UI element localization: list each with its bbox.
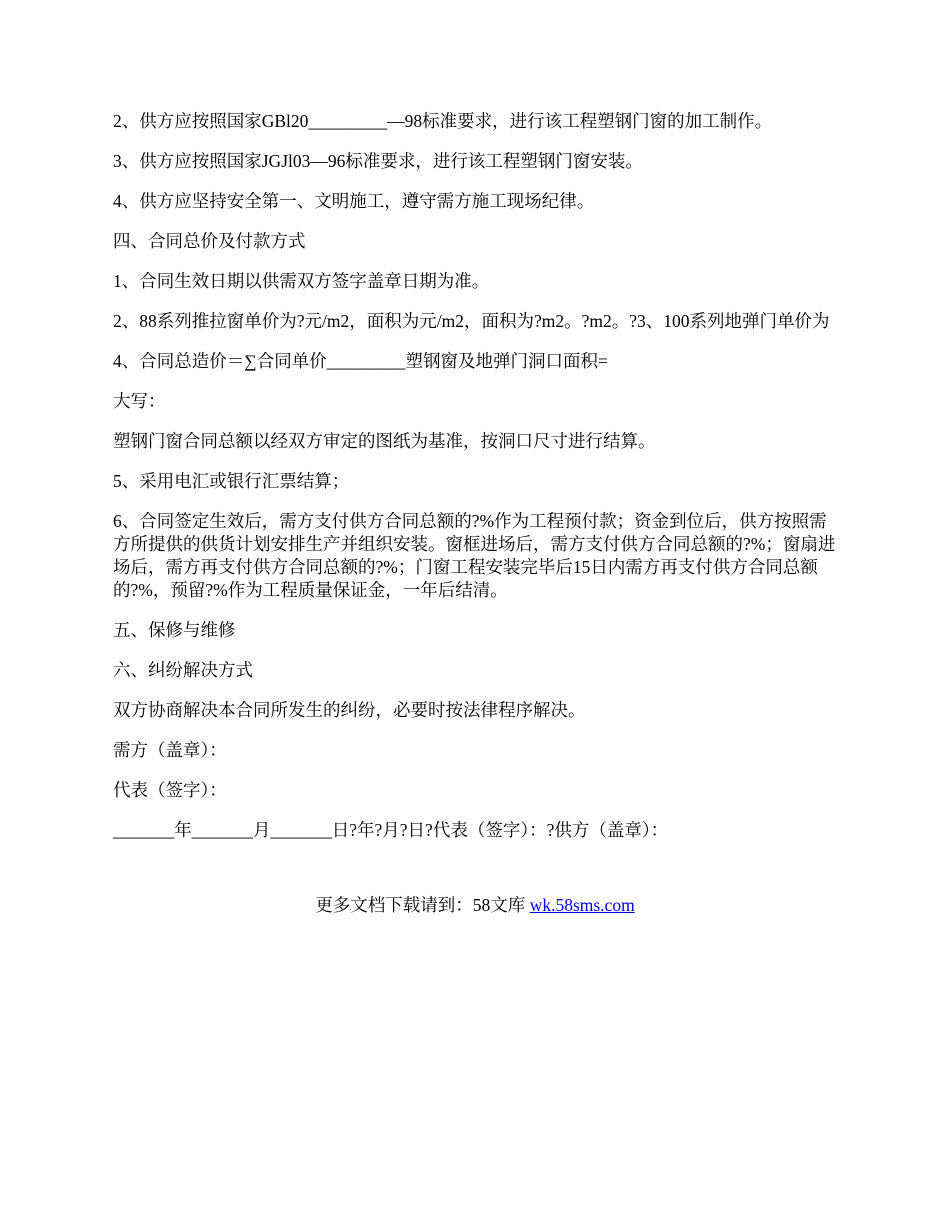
footer-text: 更多文档下载请到：58文库 bbox=[315, 895, 530, 915]
date-signature-line: _______年_______月_______日?年?月?日?代表（签字）：?供方（盖章）： bbox=[113, 820, 669, 840]
section-heading-price-payment: 四、合同总价及付款方式 bbox=[113, 231, 306, 251]
section-heading-warranty: 五、保修与维修 bbox=[113, 620, 236, 640]
amount-in-words: 大写： bbox=[113, 391, 166, 411]
payment-clause-1: 1、合同生效日期以供需双方签字盖章日期为准。 bbox=[113, 271, 490, 291]
document-body bbox=[113, 110, 837, 859]
download-footer bbox=[0, 894, 950, 917]
clause-2-standard: 2、供方应按照国家GBl20_________—98标准要求，进行该工程塑钢门窗的加工制作。 bbox=[113, 111, 773, 131]
representative-signature-line: 代表（签字）： bbox=[113, 780, 227, 800]
payment-clause-6: 6、合同签定生效后，需方支付供方合同总额的?%作为工程预付款；资金到位后，供方按照需方所提供的供货计划安排生产并组织安装。窗框进场后，需方支付供方合同总额的?%；窗扇进场后，需方再支付供方合同总额的?%；门窗工程安装完毕后15日内需方再支付供方合同总额的?%，预留?%作为工程质量保证金，一年后结清。 bbox=[113, 511, 836, 600]
total-amount-basis: 塑钢门窗合同总额以经双方审定的图纸为基准，按洞口尺寸进行结算。 bbox=[113, 431, 656, 451]
payment-clause-2: 2、88系列推拉窗单价为?元/m2，面积为元/m2，面积为?m2。?m2。?3、100系列地弹门单价为 bbox=[113, 311, 830, 331]
payment-clause-5: 5、采用电汇或银行汇票结算； bbox=[113, 471, 350, 491]
dispute-clause: 双方协商解决本合同所发生的纠纷，必要时按法律程序解决。 bbox=[113, 700, 586, 720]
section-heading-disputes: 六、纠纷解决方式 bbox=[113, 660, 253, 680]
payment-clause-4: 4、合同总造价＝∑合同单价_________塑钢窗及地弹门洞口面积= bbox=[113, 351, 608, 371]
footer-link[interactable]: wk.58sms.com bbox=[529, 895, 635, 915]
clause-3-installation: 3、供方应按照国家JGJl03—96标准要求，进行该工程塑钢门窗安装。 bbox=[113, 151, 643, 171]
buyer-seal-line: 需方（盖章）： bbox=[113, 740, 227, 760]
clause-4-safety: 4、供方应坚持安全第一、文明施工，遵守需方施工现场纪律。 bbox=[113, 191, 595, 211]
